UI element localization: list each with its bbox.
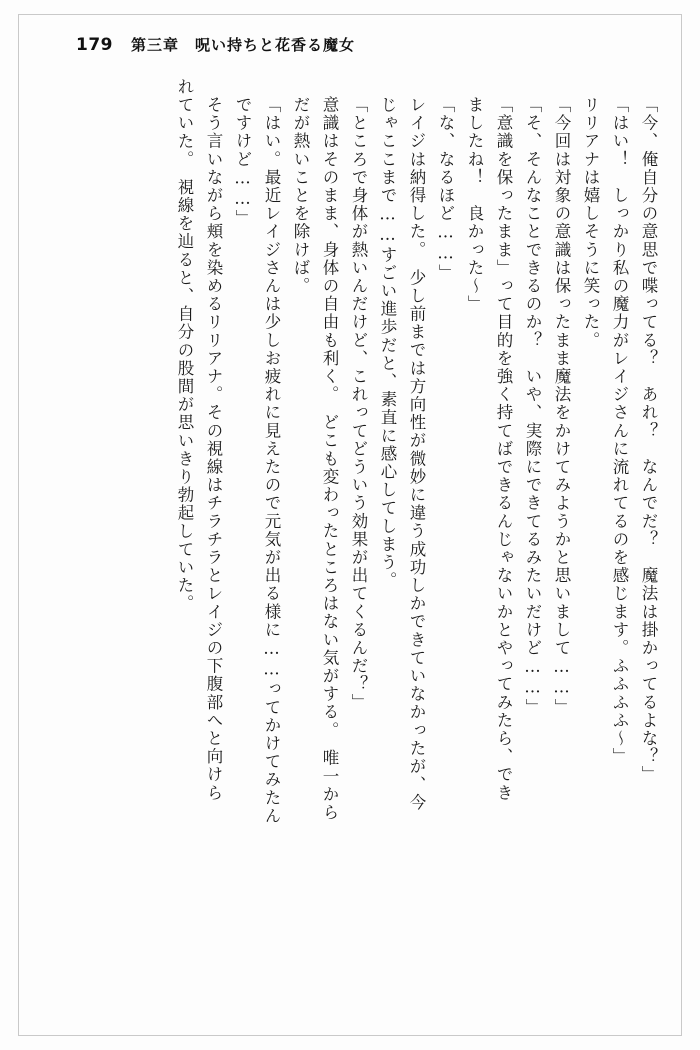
text-line: 「はい！ しっかり私の魔力がレイジさんに流れてるのを感じます。ふふふふ～」 xyxy=(610,96,629,766)
text-line: ですけど……」 xyxy=(233,96,252,228)
text-line: 意識はそのまま、身体の自由も利く。 どこも変わったところはない気がする。 唯一から xyxy=(320,96,339,822)
text-line: リリアナは嬉しそうに笑った。 xyxy=(581,96,600,350)
text-line: だが熱いことを除けば。 xyxy=(291,96,310,296)
text-line: 「今、俺自分の意思で喋ってる？ あれ？ なんでだ？ 魔法は掛かってるよな？」 xyxy=(639,96,658,784)
text-line: 「今回は対象の意識は保ったまま魔法をかけてみようかと思いまして……」 xyxy=(552,96,571,717)
text-line: 「そ、そんなことできるのか？ いや、実際にできてるみたいだけど……」 xyxy=(523,96,542,717)
text-line: レイジは納得した。 少し前までは方向性が微妙に違う成功しかできていなかったが、今 xyxy=(407,96,426,812)
text-line: れていた。 視線を辿ると、自分の股間が思いきり勃起していた。 xyxy=(175,78,194,613)
text-line: 「な、なるほど……」 xyxy=(436,96,455,282)
text-line: そう言いながら頬を染めるリリアナ。その視線はチラチラとレイジの下腹部へと向けら xyxy=(204,96,223,802)
chapter-title: 第三章 呪い持ちと花香る魔女 xyxy=(131,36,356,54)
text-line: 「意識を保ったまま」って目的を強く持てばできるんじゃないかとやってみたら、でき xyxy=(494,96,513,802)
text-line: 「ところで身体が熱いんだけど、これってどういう効果が出てくるんだ？」 xyxy=(349,96,368,712)
page-number: 179 xyxy=(76,35,113,55)
body-text xyxy=(42,78,656,1008)
text-line: じゃここまで……すごい進歩だと、素直に感心してしまう。 xyxy=(378,96,397,590)
text-line: ましたね！ 良かった～」 xyxy=(465,96,484,314)
page-header xyxy=(76,34,355,55)
text-line: 「はい。最近レイジさんは少しお疲れに見えたので元気が出る様に……ってかけてみたん xyxy=(262,96,281,825)
